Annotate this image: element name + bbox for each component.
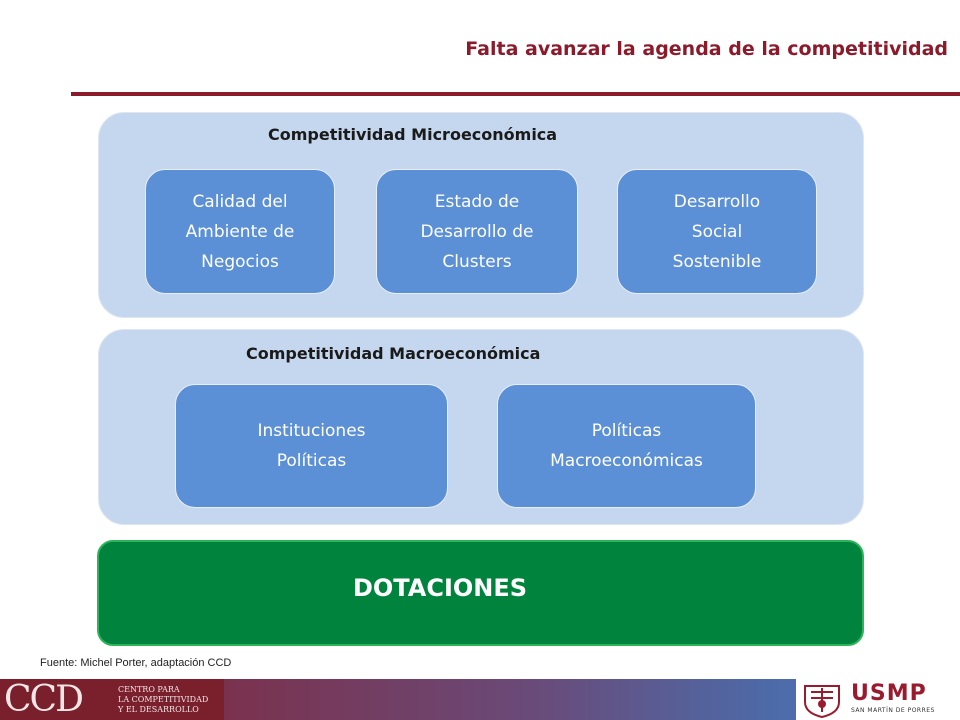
macro-panel-label: Competitividad Macroeconómica	[246, 344, 541, 363]
ccd-logo-text: CENTRO PARA LA COMPETITIVIDAD Y EL DESARROLLO	[118, 685, 209, 714]
usmp-logo	[796, 679, 960, 720]
cluster-development-box: Estado de Desarrollo de Clusters	[376, 169, 578, 294]
business-environment-box: Calidad del Ambiente de Negocios	[145, 169, 335, 294]
title-divider	[71, 92, 960, 96]
slide-title: Falta avanzar la agenda de la competitividad	[465, 38, 948, 60]
usmp-logo-subtitle: SAN MARTÍN DE PORRES	[851, 707, 935, 714]
micro-panel-label: Competitividad Microeconómica	[268, 125, 558, 144]
macroeconomic-policies-box: Políticas Macroeconómicas	[497, 384, 756, 508]
endowments-label: DOTACIONES	[352, 574, 528, 602]
ccd-logo-letters: CCD	[4, 679, 82, 720]
political-institutions-box: Instituciones Políticas	[175, 384, 448, 508]
usmp-shield-icon	[799, 682, 845, 718]
ccd-logo	[0, 679, 224, 720]
source-note: Fuente: Michel Porter, adaptación CCD	[40, 657, 232, 669]
social-development-box: Desarrollo Social Sostenible	[617, 169, 817, 294]
usmp-logo-name: USMP	[851, 681, 927, 706]
